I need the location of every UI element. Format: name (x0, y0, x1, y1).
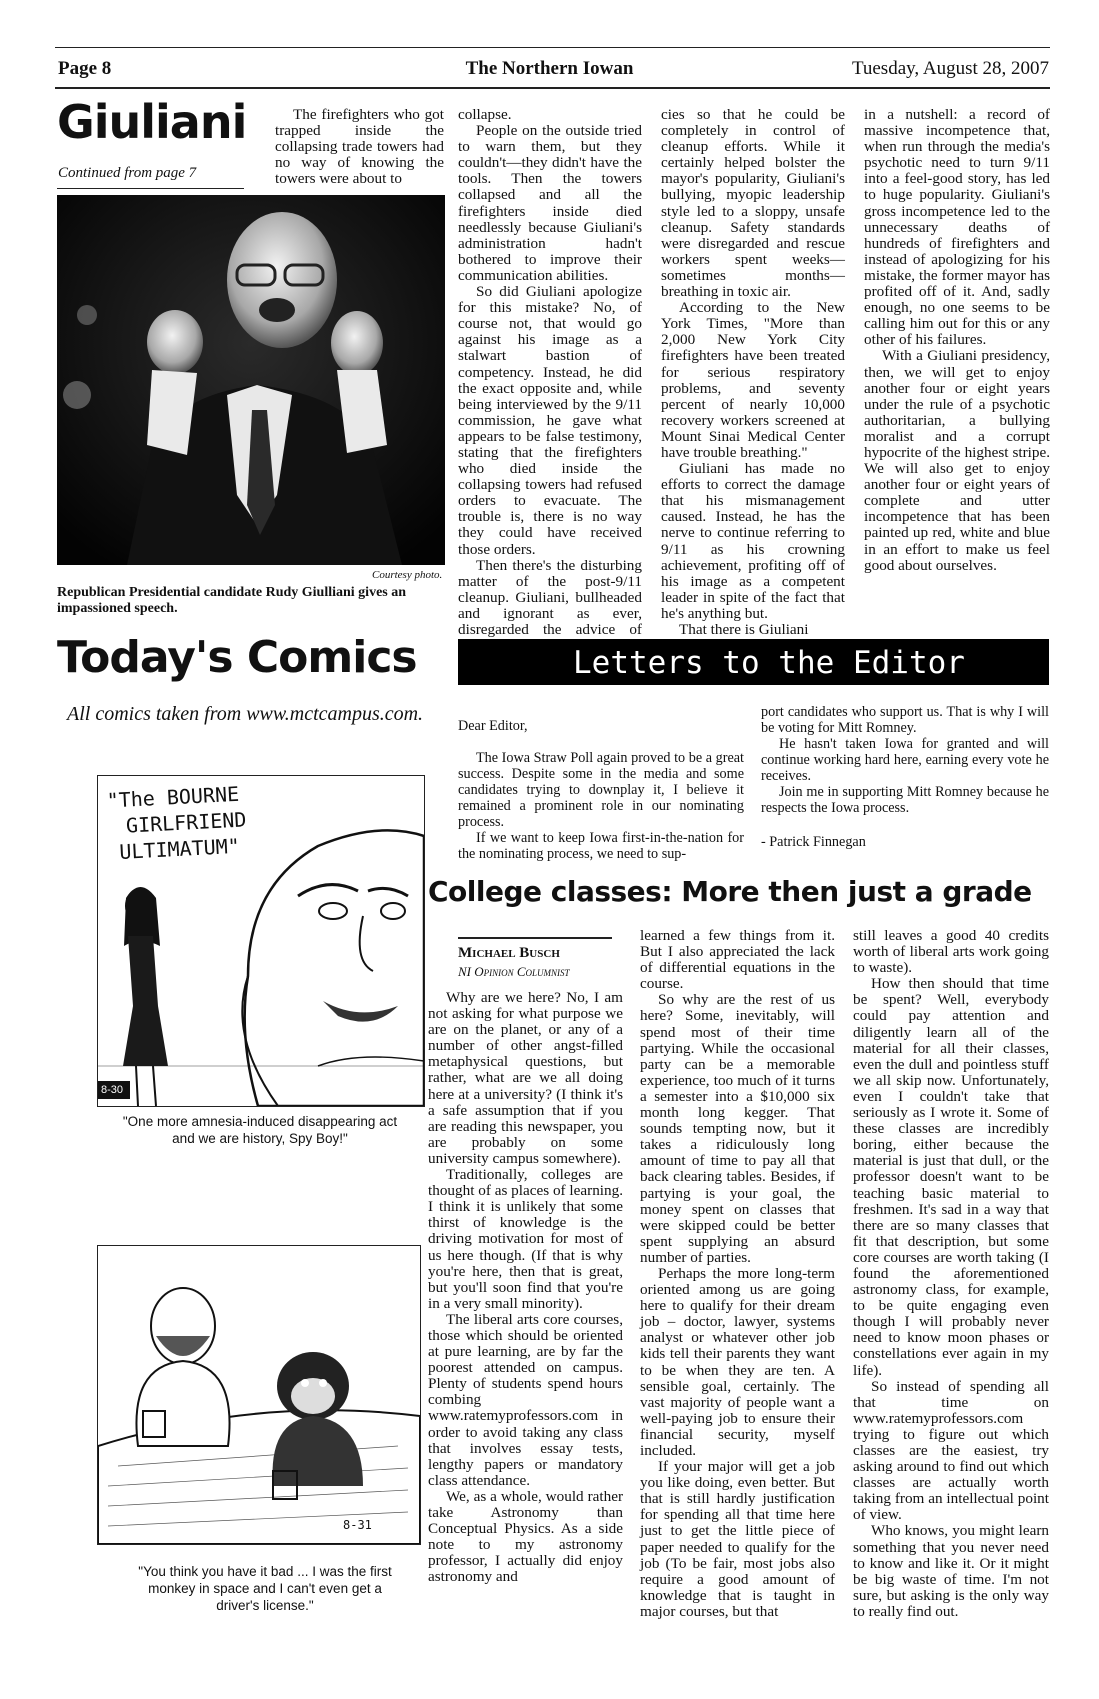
comic-title-line: "The BOURNE (106, 781, 240, 813)
comic-bourne (97, 775, 425, 1107)
comic-bourne-date: 8-30 (101, 1084, 124, 1096)
paragraph: Traditionally, colleges are thought of as places of learning. I think it is unlikely that some thirst of knowledge is the driving motivation for most of us here though. (If that is why you're here, then that is great, but you'll soon find that you're in a very small minority). (428, 1166, 623, 1312)
paragraph: Who knows, you might learn something that you never need to know and like it. Or it might be big waste of time. I'm not sure, but asking is the only way to really find out. (853, 1522, 1049, 1620)
giuliani-col-2 (458, 107, 642, 654)
paragraph: port candidates who support us. That is why I will be voting for Mitt Romney. (761, 704, 1049, 736)
comic-bourne-title (106, 780, 248, 865)
letters-banner (458, 639, 1049, 685)
paragraph: The Iowa Straw Poll again proved to be a great success. Despite some in the media and some candidates trying to downplay it, I believe it remained a prominent role in our nominating process. (458, 750, 744, 830)
letters-banner-title: Letters to the Editor (573, 645, 965, 681)
paragraph: We, as a whole, would rather take Astronomy than Conceptual Physics. As a side note to my astronomy professor, I actually did enjoy astronomy and (428, 1487, 623, 1586)
paragraph: If your major will get a job you like doing, even better. But that is still hardly justification for spending all that time here just to get the little piece of paper needed to qualify for the job (To be fair, most jobs also require a good amount of knowledge that is taught in major courses, but that (640, 1458, 835, 1620)
paper-name: The Northern Iowan (465, 58, 634, 79)
comics-title: Today's Comics (57, 632, 417, 683)
issue-date: Tuesday, August 28, 2007 (851, 58, 1049, 79)
paragraph: If we want to keep Iowa first-in-the-nation for the nominating process, we need to sup- (458, 830, 744, 862)
paragraph: still leaves a good 40 credits worth of liberal arts work going to waste). (853, 927, 1049, 977)
letter-signature: - Patrick Finnegan (761, 834, 866, 850)
header-top-rule (55, 47, 1050, 48)
comics-subtitle: All comics taken from www.mctcampus.com. (67, 703, 424, 725)
paragraph: So instead of spending all that time on www.ratemyprofessors.com trying to figure out which classes are the easiest, try asking around to find out which classes are actually worth taking from an intellectual point of view. (853, 1377, 1049, 1524)
paragraph: in a nutshell: a record of massive incompetence that, when run through the media's psychotic need to turn 9/11 into a feel-good story, has led to huge popularity. Giuliani's gross incompetence led to the unnecessary deaths of hundreds of firefighters and instead of apologizing for his mistake, the former mayor has profited off of it. And, sadly enough, no one seems to be calling him out for this or any other of his failures. (864, 106, 1050, 349)
photo-credit: Courtesy photo. (372, 569, 443, 581)
paragraph: Then there's the disturbing matter of the post-9/11 cleanup. Giuliani, bullheaded and ignorant as ever, disregarded the advice of (458, 556, 642, 638)
photo-caption: Republican Presidential candidate Rudy Giulliani gives an impassioned speech. (57, 585, 407, 616)
byline-title: NI Opinion Columnist (458, 964, 570, 979)
paragraph: He hasn't taken Iowa for granted and will continue working hard here, earning every vote he receives. (761, 736, 1049, 784)
college-col-2 (640, 928, 835, 1620)
page-number: Page 8 (58, 58, 112, 79)
paragraph: collapse. (458, 106, 512, 123)
college-col-3 (853, 928, 1049, 1620)
letter-salutation: Dear Editor, (458, 718, 528, 734)
paragraph: The firefighters who got trapped inside the collapsing trade towers had no way of knowing the towers were about to (275, 106, 444, 188)
college-headline: College classes: More then just a grade (428, 875, 1032, 908)
comic-monkey-date: 8-31 (343, 1518, 372, 1532)
paragraph: With a Giuliani presidency, then, we will get to enjoy another four or eight years under the rule of a psychotic authoritarian, a bullying moralist and a corrupt hypocrite of the highest stripe. We will also get to enjoy another four or eight years of complete and utter incompetence that has been painted up red, white and blue in an effort to make us feel good about ourselves. (864, 347, 1050, 574)
paragraph: Join me in supporting Mitt Romney because he respects the Iowa process. (761, 784, 1049, 816)
byline-rule (458, 937, 612, 939)
header-rule (55, 87, 1050, 89)
paragraph: cies so that he could be completely in control of cleanup efforts. While it certainly helped bolster the mayor's popularity, Giuliani's bullying, myopic leadership style led to a sloppy, unsafe cleanup. Safety standards were disregarded and rescue workers spent weeks—sometimes months—breathing in toxic air. (661, 106, 845, 301)
paragraph: People on the outside tried to warn them, but they couldn't—they didn't have the tools. Then the towers collapsed and all the firefighters inside died needlessly because Giuliani's administration hadn't bothered to improve their communication abilities. (458, 122, 642, 284)
college-col-1 (428, 990, 623, 1585)
giuliani-col-3 (661, 107, 845, 638)
letters-col-1 (458, 718, 744, 862)
paragraph: That there is Giuliani (679, 621, 809, 638)
giuliani-title: Giuliani (57, 95, 247, 149)
byline-name: Michael Busch (458, 945, 560, 961)
giuliani-photo (57, 195, 445, 565)
comic-title-line: GIRLFRIEND (125, 807, 247, 838)
paragraph: According to the New York Times, "More than 2,000 New York City firefighters have been treated for serious respiratory problems, and seventy percent of nearly 10,000 recovery workers screened at Mount Sinai Medical Center have trouble breathing." (661, 299, 845, 461)
paragraph: Giuliani has made no efforts to correct the damage that his mismanagement caused. Instead, he has the nerve to continue referring to 9/11 as his crowning achievement, profiting off of his image as a competent leader in spite of the fact that he's anything but. (661, 460, 845, 622)
comic-bourne-caption: "One more amnesia-induced disappearing act and we are history, Spy Boy!" (122, 1114, 398, 1146)
comic-monkey-drawing (98, 1246, 420, 1544)
comic-monkey (97, 1245, 421, 1545)
paragraph: So why are the rest of us here? Some, inevitably, will spend most of their time partying. While the occasional party can be a memorable experience, too much of it turns a semester into a $10,000 six month long kegger. That sounds tempting now, but it takes a ridiculously long amount of time to pay all that back clearing tables. Besides, if partying is your goal, the money spent on classes that were skipped could be better spent supplying an absurd number of parties. (640, 991, 835, 1266)
comic-title-line: ULTIMATUM" (118, 833, 241, 865)
giuliani-photo-illustration (57, 195, 445, 565)
paragraph: Why are we here? No, I am not asking for what purpose we are on the planet, or any of a number of other angst-filled metaphysical questions, but rather, what are we all doing here at a university? (I think it's a safe assumption that if you are reading this newspaper, you are probably on some university campus somewhere). (428, 989, 623, 1167)
paragraph: How then should that time be spent? Well, everybody could pay attention and diligently learn all of the material for all their classes, even the dull and pointless stuff we all skip now. Unfortunately, even I couldn't take that seriously as I wrote it. Some of these classes are incredibly boring, either because the material is just that dull, or the professor doesn't want to be teaching basic material to freshmen. It's sad in a way that there are so many classes that fit that description, but some core courses are worth taking (I found the aforementioned astronomy class, for example, to be quite engaging even though I will probably never need to know moon phases or constellations ever again in my life). (853, 975, 1049, 1379)
continued-note: Continued from page 7 (58, 165, 197, 181)
giuliani-col-1 (275, 107, 444, 187)
giuliani-col-4 (864, 107, 1050, 574)
paragraph: The liberal arts core courses, those which should be oriented at pure learning, are by far the poorest attended on campus. Plenty of students spend hours combing www.ratemyprofessors.com in order to avoid taking any class that involves essay tests, lengthy papers or mandatory class attendance. (428, 1310, 623, 1489)
comic-monkey-caption: "You think you have it bad ... I was the first monkey in space and I can't even get a driver's license." (138, 1564, 392, 1613)
paragraph: learned a few things from it. But I also appreciated the lack of differential equations in the course. (640, 927, 835, 993)
continued-rule (57, 188, 244, 189)
paragraph: So did Giuliani apologize for this mistake? No, of course not, that would go against his image as a stalwart bastion of competency. Instead, he did the exact opposite and, while being interviewed by the 9/11 commission, he gave what appears to be false testimony, stating that the firefighters who died inside the collapsing towers had refused orders to evacuate. The trouble is, there is no way they could have received those orders. (458, 283, 642, 558)
paragraph: Perhaps the more long-term oriented among us are going here to qualify for their dream job – doctor, lawyer, systems analyst or whatever other job kids tell their parents they want to be when they are ten. A sensible goal, certainly. The vast majority of people want a well-paying job to ensure their financial security, myself included. (640, 1264, 835, 1459)
letters-col-2 (761, 704, 1049, 850)
